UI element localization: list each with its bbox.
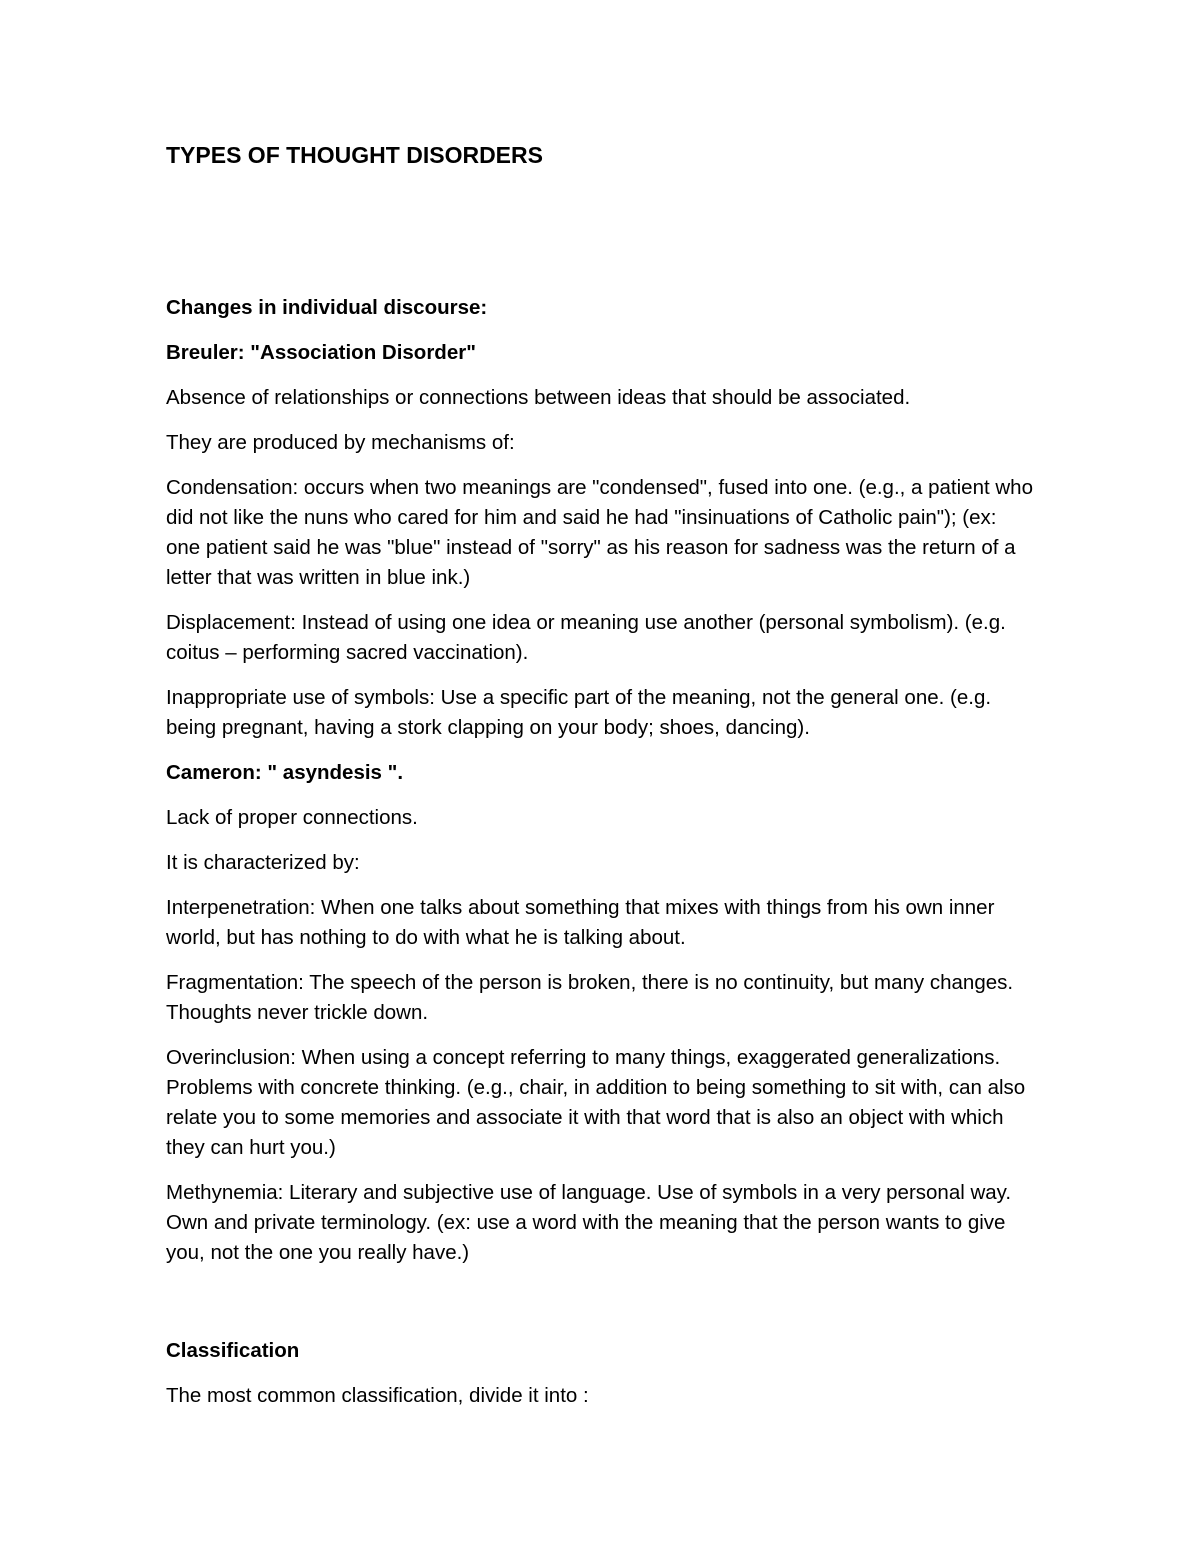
section-heading-classification: Classification: [166, 1339, 300, 1362]
paragraph-lack: Lack of proper connections.: [166, 806, 418, 829]
document-body: [166, 140, 1036, 1426]
title-spacer: [166, 170, 1036, 293]
paragraph-overinclusion: Overinclusion: When using a concept referring to many things, exaggerated generalizations. Problems with concrete thinking. (e.g., chair, in addition to being something to sit with, can also relate you to some memories and associate it with that word that is also an object with which they can hurt you.): [166, 1046, 1026, 1159]
paragraph-fragmentation: Fragmentation: The speech of the person is broken, there is no continuity, but many changes. Thoughts never trickle down.: [166, 971, 1014, 1024]
paragraph-displacement: Displacement: Instead of using one idea or meaning use another (personal symbolism). (e.g. coitus – performing sacred vaccination).: [166, 611, 1006, 664]
paragraph-characterized: It is characterized by:: [166, 851, 360, 874]
subheading-breuler: Breuler: "Association Disorder": [166, 341, 476, 364]
paragraph-inappropriate-symbols: Inappropriate use of symbols: Use a specific part of the meaning, not the general one. (e.g. being pregnant, having a stork clapping on your body; shoes, dancing).: [166, 686, 992, 739]
document-title: TYPES OF THOUGHT DISORDERS: [166, 142, 543, 168]
paragraph-condensation: Condensation: occurs when two meanings are "condensed", fused into one. (e.g., a patient who did not like the nuns who cared for him and said he had "insinuations of Catholic pain"); (ex: one patient said he was "blue" instead of "sorry" as his reason for sadness was the return of a letter that was written in blue ink.): [166, 476, 1033, 589]
section-heading-changes: Changes in individual discourse:: [166, 296, 488, 319]
paragraph-absence: Absence of relationships or connections between ideas that should be associated.: [166, 386, 911, 409]
paragraph-interpenetration: Interpenetration: When one talks about something that mixes with things from his own inner world, but has nothing to do with what he is talking about.: [166, 896, 995, 949]
section-spacer: [166, 1283, 1036, 1336]
paragraph-produced-by: They are produced by mechanisms of:: [166, 431, 515, 454]
subheading-cameron: Cameron: " asyndesis ".: [166, 761, 404, 784]
paragraph-classification-intro: The most common classification, divide it into :: [166, 1384, 589, 1407]
paragraph-methynemia: Methynemia: Literary and subjective use of language. Use of symbols in a very personal way. Own and private terminology. (ex: use a word with the meaning that the person wants to give you, not the one you really have.): [166, 1181, 1012, 1264]
